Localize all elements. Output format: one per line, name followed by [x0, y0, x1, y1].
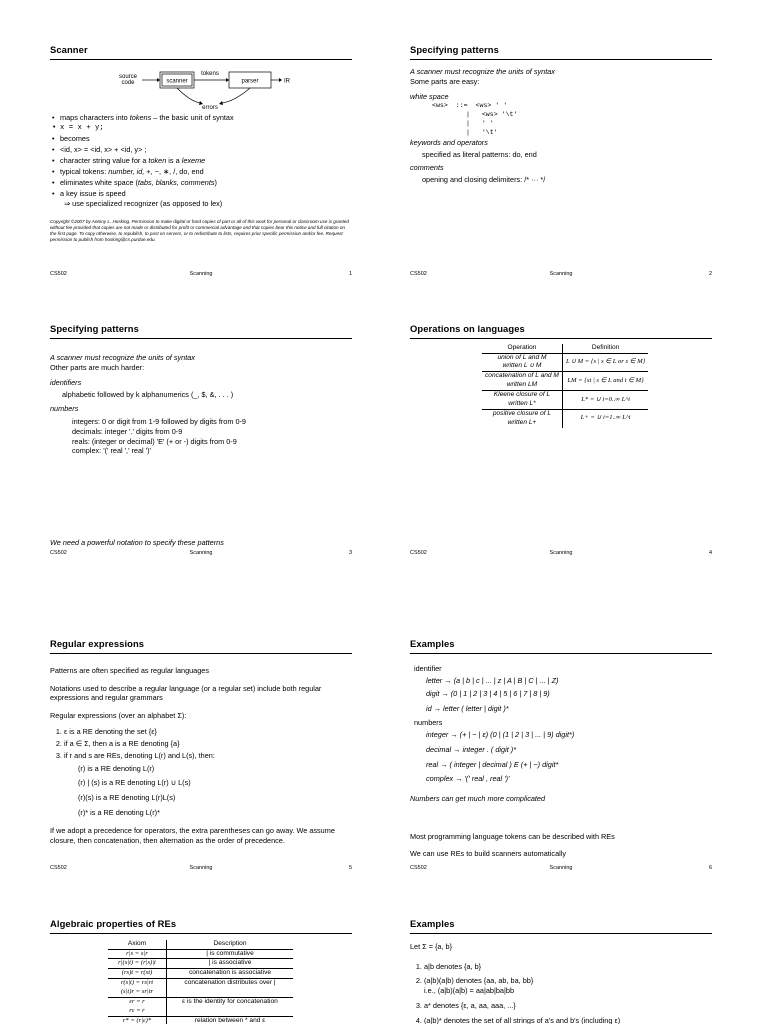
table-row: r|s = s|r | is commutative [108, 949, 293, 959]
scanner-label: scanner [166, 78, 188, 85]
svg-text:code: code [121, 79, 135, 86]
slide-footer: CS502 Scanning 4 [410, 550, 712, 556]
col-header-definition: Definition [562, 344, 648, 353]
tokens-label: tokens [201, 70, 219, 77]
bullet-typical-tokens: • typical tokens: number, id, +, −, ∗, /, do, end [60, 167, 352, 177]
tokens-line: • <id, x> = <id, x> + <id, y> ; [60, 145, 352, 155]
need-notation: We need a powerful notation to specify these patterns [50, 538, 224, 548]
code-example: • x = x + y; [60, 124, 352, 134]
slide-operations-on-languages [410, 323, 712, 573]
slide-examples-alphabet: Examples Let Σ = {a, b} 1. a|b denotes {a, b} 2. (a|b)(a|b) denotes {aa, ab, ba, bb} i.e., (a|b)(a|b) = aa|ab|ba|bb 3. a* denotes {ε, a, aa, aaa, ...} 4. (a|b)* denotes the set of all strings of a's and b's (including ε) [410, 918, 712, 1024]
table-row: r* = (r|ε)* relation between * and ε [108, 1016, 293, 1024]
examples-list: 1. a|b denotes {a, b} 2. (a|b)(a|b) denotes {aa, ab, ba, bb} i.e., (a|b)(a|b) = aa|ab|ba|bb 3. a* denotes {ε, a, aa, aaa, ...} 4. (a|b)* denotes the set of all strings of a's and b's (including ε) [410, 962, 712, 1024]
slide-title: Examples [410, 638, 712, 654]
table-row: rε = r [108, 1007, 293, 1016]
slide-specifying-patterns-hard: Specifying patterns A scanner must recognize the units of syntax Other parts are much harder: identifiers alphabetic followed by k alphanumerics (_, $, &, . . . ) numbers integers: 0 or digit from 1-9 followed by digits from 0-9 decimals: integer '.' digits from 0-9 reals: (integer or decimal) 'E' (+ or -) digits from 0-9 complex: '(' real ',' real ')' We need a powerful notation to specify these patterns CS502 Scanning 3 [50, 323, 352, 556]
parser-label: parser [241, 78, 259, 85]
operations-table [482, 344, 648, 428]
slide-footer: CS502 Scanning 6 [410, 865, 712, 871]
ws-grammar: <ws> ::= <ws> ' ' | <ws> '\t' | ' ' | '\t' [432, 102, 518, 136]
col-header-operation: Operation [482, 344, 562, 353]
table-row: union of L and M written L ∪ M L ∪ M = {s | s ∈ L or s ∈ M} [482, 353, 648, 372]
becomes-text: • becomes [60, 134, 352, 144]
slide-title: Operations on languages [410, 323, 712, 339]
ws-heading: white space [410, 92, 449, 102]
slide-title: Specifying patterns [410, 44, 712, 60]
slide-examples-identifiers: Examples identifier letter → (a | b | c | ... | z | A | B | C | ... | Z) digit → (0 | 1 | 2 | 3 | 4 | 5 | 6 | 7 | 8 | 9) id → letter ( letter | digit )* numbers integer → (+ | − | ε) (0 | (1 | 2 | 3 | ... | 9) digit*) decimal → integer . ( digit )* real → ( integer | decimal ) E (+ | −) digit* complex → '(' real , real ')' Numbers can get much more complicated Most programming language tokens can be described with REs We can use REs to build scanners automatically CS502 Scanning 6 [410, 638, 712, 871]
slide-title: Scanner [50, 44, 352, 60]
scanner-diagram [50, 67, 352, 111]
slide-regular-expressions: Regular expressions Patterns are often specified as regular languages Notations used to describe a regular language (or a regular set) include both regular expressions and regular grammars Regular expressions (over an alphabet Σ): 1. ε is a RE denoting the set {ε} 2. if a ∈ Σ, then a is a RE denoting {a} 3. if r and s are REs, denoting L(r) and L(s), then: (r) is a RE denoting L(r) (r) | (s) is a RE denoting L(r) ∪ L(s) (r)(s) is a RE denoting L(r)L(s) (r)* is a RE denoting L(r)* If we adopt a precedence for operators, the extra parentheses can go away. We assume closure, then concatenation, then alternation as the order of precedence. CS502 Scanning 5 [50, 638, 352, 888]
slide-title: Examples [410, 918, 712, 934]
kw-heading: keywords and operators [410, 137, 488, 147]
slide-specifying-patterns-easy: Specifying patterns A scanner must recognize the units of syntax Some parts are easy: white space <ws> ::= <ws> ' ' | <ws> '\t' | ' ' | '\t' keywords and operators specified as literal patterns: do, end comments opening and closing delimiters: /* ··· */ CS502 Scanning 2 [410, 44, 712, 277]
table-row: Kleene closure of L written L* L* = ∪ i=0..∞ L^i [482, 391, 648, 410]
slide-footer: CS502 Scanning 3 [50, 550, 352, 556]
table-row: concatenation of L and M written LM LM = {st | s ∈ L and t ∈ M} [482, 372, 648, 391]
comments-heading: comments [410, 163, 444, 173]
re-sub-rules: (r) is a RE denoting L(r) (r) | (s) is a RE denoting L(r) ∪ L(s) (r)(s) is a RE denoting L(r)L(s) (r)* is a RE denoting L(r)* [78, 763, 191, 818]
bullet-tokens: • maps characters into tokens – the basic unit of syntax [60, 113, 352, 123]
slide-title: Algebraic properties of REs [50, 918, 352, 934]
copyright-notice: Copyright ©2007 by Antony L. Hosking. Permission to make digital or hard copies of part or all of this work for personal or classroom use is granted without fee provided that copies are not made or distributed for profit or commercial advantage and that copies bear this notice and full citation on the first page. To copy otherwise, to republish, to post on servers, or to redistribute to lists, requires prior specific permission and/or fee. Request permission to publish from hosking@cs.purdue.edu. [50, 219, 349, 243]
slide-title: Specifying patterns [50, 323, 352, 339]
identifiers-heading: identifiers [50, 378, 82, 388]
slide-footer: CS502 Scanning 5 [50, 865, 352, 871]
table-row: (s|t)r = sr|tr [108, 988, 293, 997]
bullet-speed: • a key issue is speed [60, 189, 352, 199]
ir-label: IR [284, 78, 290, 85]
errors-label: errors [202, 104, 218, 111]
slide-title: Regular expressions [50, 638, 352, 654]
slide-algebraic-properties [50, 918, 352, 1024]
table-row: r(s|t) = rs|rt concatenation distributes over | [108, 979, 293, 988]
slide-footer: CS502 Scanning 1 [50, 271, 352, 277]
bullet-white-space: • eliminates white space (tabs, blanks, comments) [60, 178, 352, 188]
re-rules-list: 1. ε is a RE denoting the set {ε} 2. if a ∈ Σ, then a is a RE denoting {a} 3. if r and s are REs, denoting L(r) and L(s), then: [50, 727, 352, 761]
bullet-lexeme: • character string value for a token is a lexeme [60, 156, 352, 166]
slide-footer: CS502 Scanning 2 [410, 271, 712, 277]
slide-scanner [50, 44, 352, 294]
source-code-label: source [118, 73, 138, 80]
speed-sub: ⇒ use specialized recognizer (as opposed to lex) [64, 199, 223, 209]
table-row: (rs)t = r(st) concatenation is associative [108, 969, 293, 979]
numbers-heading: numbers [50, 404, 79, 414]
table-row: positive closure of L written L+ L+ = ∪ i=1..∞ L^i [482, 409, 648, 427]
table-row: εr = r ε is the identity for concatenation [108, 998, 293, 1007]
axioms-table: Axiom Description r|s = s|r | is commutative r|(s|t) = (r|s)|t | is associative (rs)t = r(st) concatenation is associative r(s|t) = rs|rt concatenation distributes over | (s|t)r = sr|tr εr = r ε is the identity for concatenation rε = r r* = (r|ε)* relation between * and ε [108, 940, 293, 1024]
table-row: r|(s|t) = (r|s)|t | is associative [108, 959, 293, 969]
